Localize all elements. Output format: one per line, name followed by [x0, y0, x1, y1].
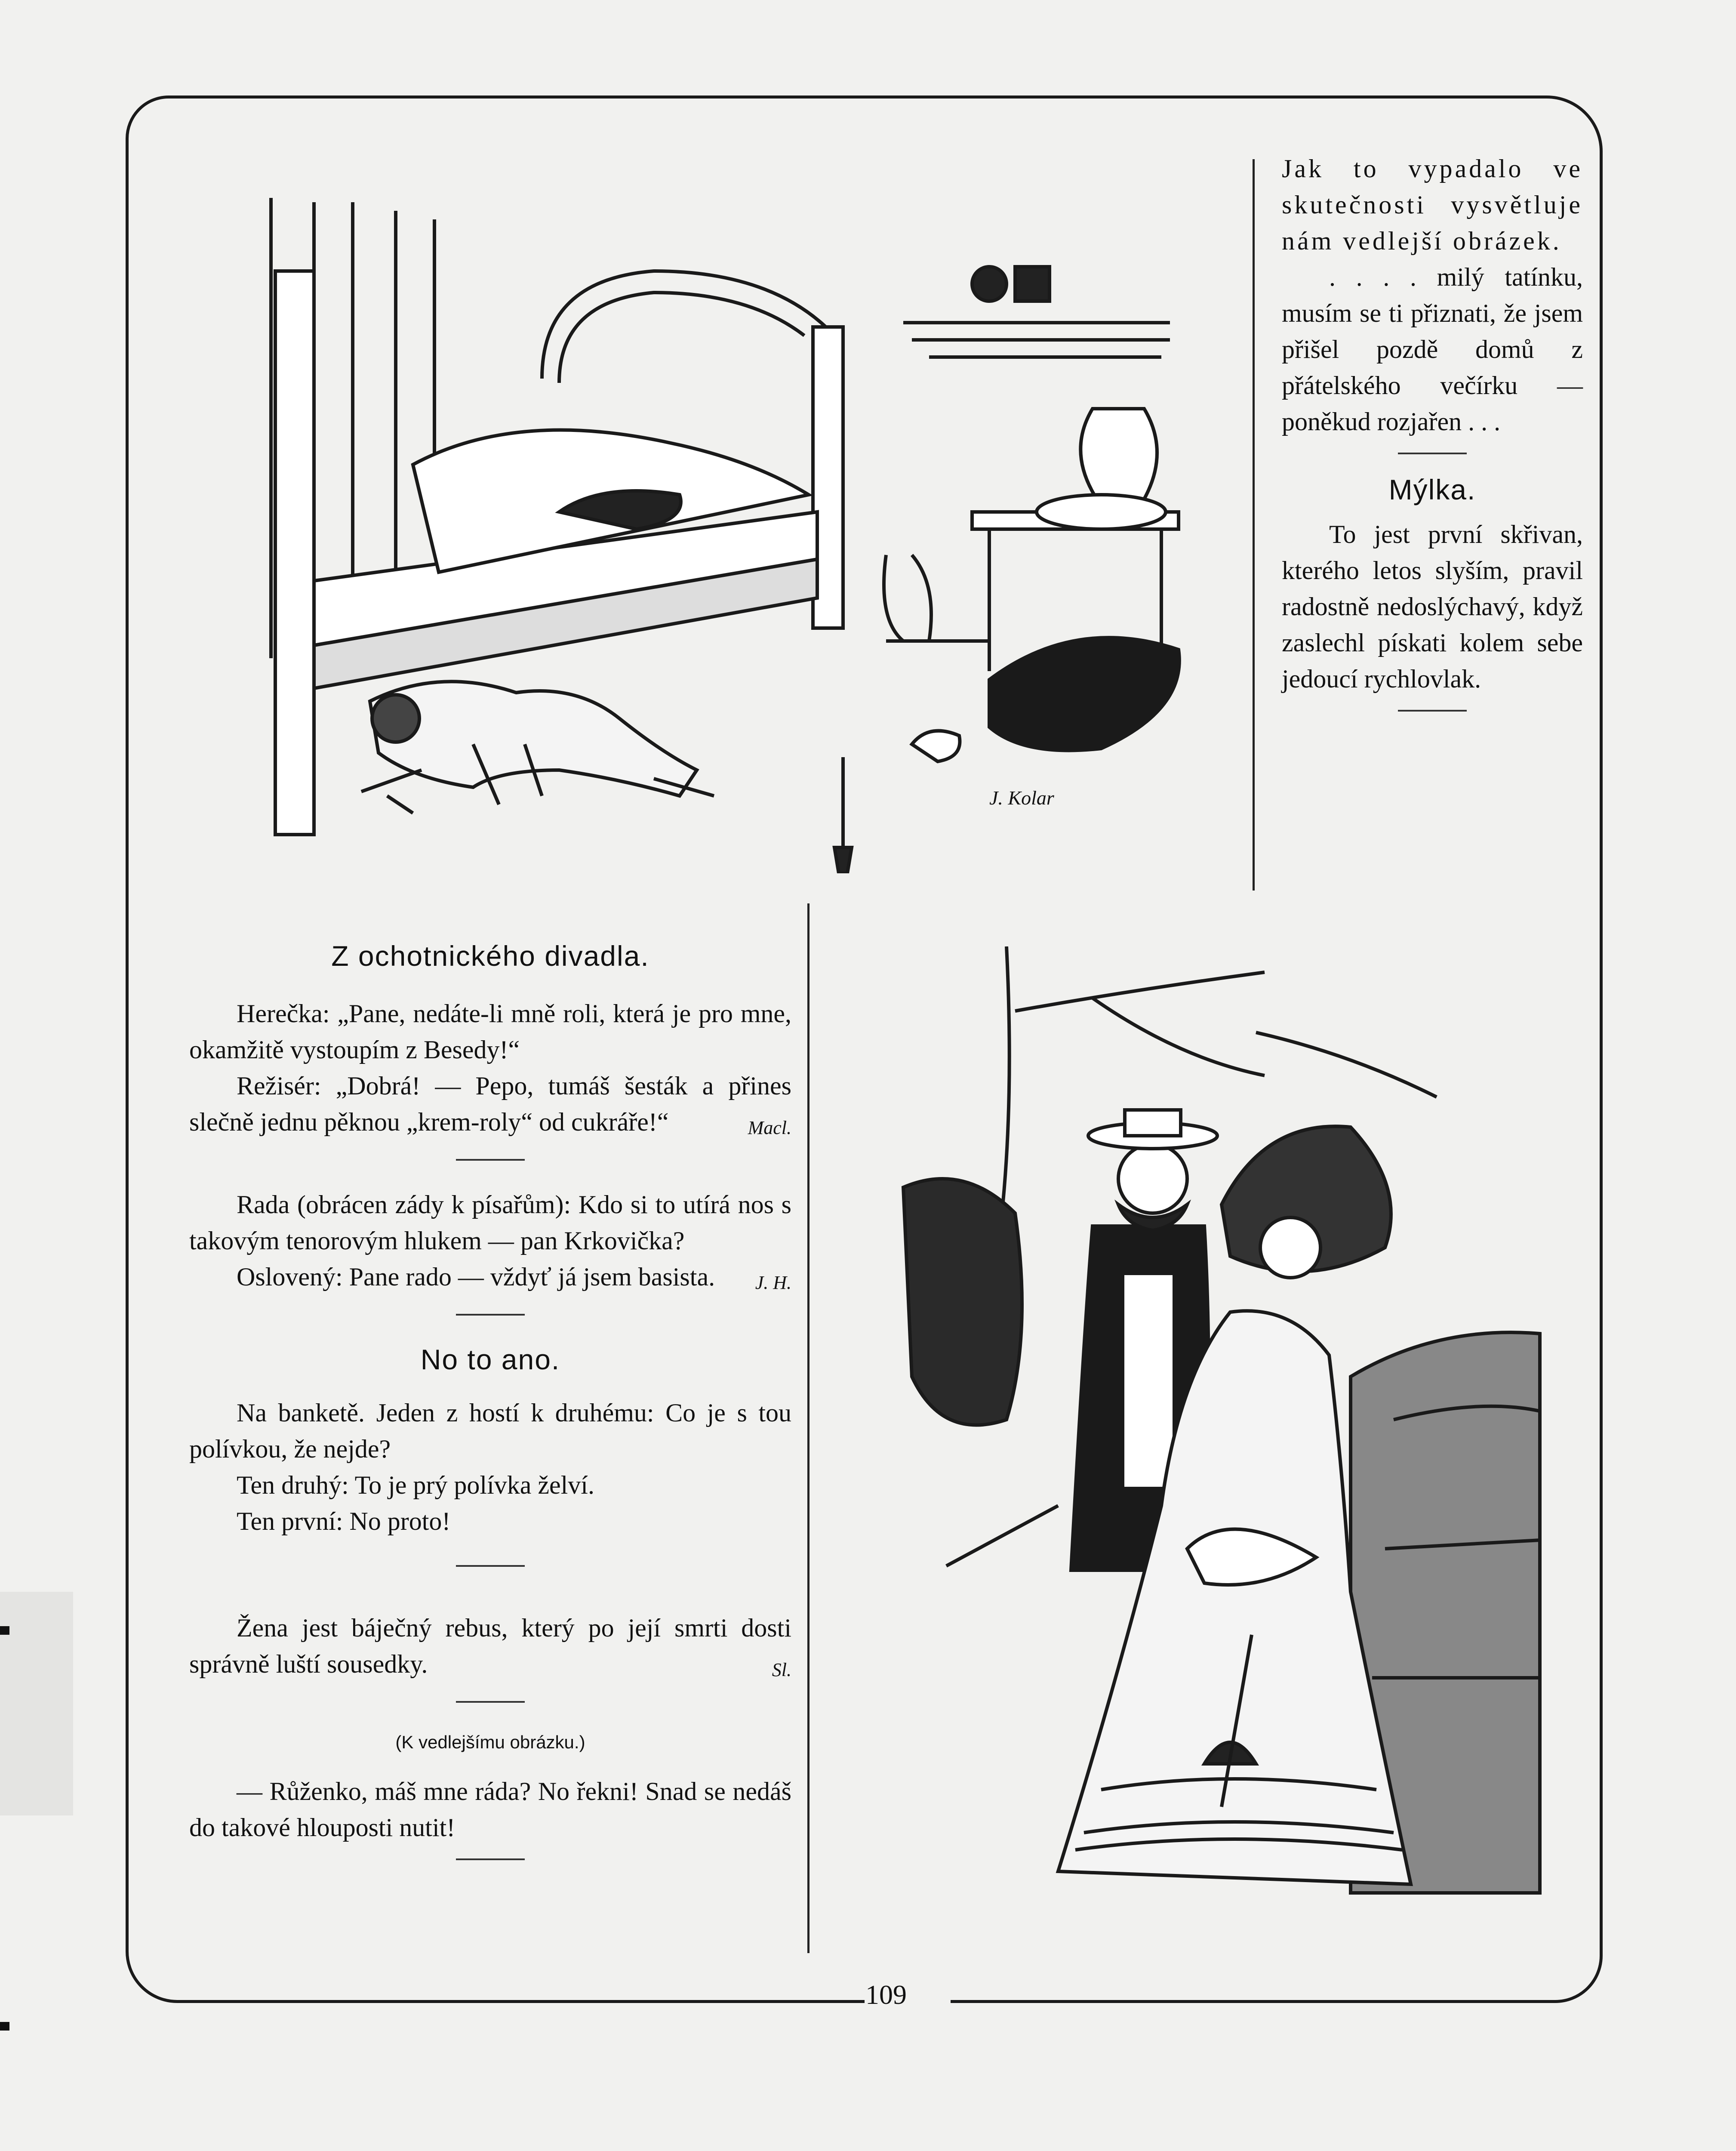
dialogue-line: — Růženko, máš mne ráda? No řekni! Snad se nedáš do takové hlouposti nutit! [189, 1777, 791, 1842]
top-right-column [1282, 151, 1583, 724]
scan-stain [0, 1592, 73, 1815]
quote-text: . . . . milý tatínku, musím se ti přiznati, že jsem přišel pozdě domů z přátelského večírku — poněkud rozjařen . . . [1282, 263, 1583, 436]
section-title: Mýlka. [1388, 474, 1476, 505]
author-signature: J. H. [755, 1272, 791, 1293]
bed-scene-drawing [172, 185, 1213, 873]
scan-mark [0, 1626, 9, 1635]
anecdote-text: To jest první skřivan, kterého letos slyším, pravil radostně nedoslýchavý, když zaslechl pískati kolem sebe jedoucí rychlovlak. [1282, 520, 1583, 693]
separator [456, 1858, 525, 1860]
column-divider [1253, 159, 1255, 891]
dialogue-line: Ten druhý: To je prý polívka želví. [237, 1471, 594, 1499]
author-signature: Macl. [748, 1117, 791, 1138]
caption-text: (K vedlejšímu obrázku.) [395, 1732, 585, 1752]
separator [1398, 453, 1467, 454]
dialogue-line: Rada (obrácen zády k písařům): Kdo si to utírá nos s takovým tenorovým hlukem — pan Krkovička? [189, 1190, 791, 1255]
artist-signature: J. Kolar [989, 787, 1054, 809]
scan-mark [0, 2022, 9, 2031]
intro-text: Jak to vypadalo ve skutečnosti vysvětluje nám vedlejší obrázek. [1282, 154, 1583, 255]
left-column [189, 938, 791, 1873]
page-number: 109 [865, 1979, 907, 2010]
section-title: Z ochotnického divadla. [331, 940, 649, 972]
separator [456, 1701, 525, 1703]
couple-drawing [877, 946, 1548, 1979]
illustration-bed-scene [172, 185, 1213, 873]
dialogue-line: Na banketě. Jeden z hostí k druhému: Co je s tou polívkou, že nejde? [189, 1399, 791, 1463]
author-signature: Sl. [772, 1659, 791, 1680]
dialogue-line: Ten první: No proto! [237, 1507, 451, 1535]
dialogue-line: Režisér: „Dobrá! — Pepo, tumáš šesták a přines slečně jednu pěknou „krem-roly“ od cukráře!“ [189, 1072, 791, 1136]
illustration-couple [877, 946, 1548, 1979]
separator [1398, 710, 1467, 712]
section-title: No to ano. [420, 1344, 560, 1375]
aphorism-text: Žena jest báječný rebus, který po její smrti dosti správně luští sousedky. [189, 1614, 791, 1678]
dialogue-line: Herečka: „Pane, nedáte-li mně roli, která je pro mne, okamžitě vystoupím z Besedy!“ [189, 999, 791, 1064]
separator [456, 1565, 525, 1567]
separator [456, 1159, 525, 1161]
column-divider [807, 903, 810, 1953]
separator [456, 1314, 525, 1316]
dialogue-line: Oslovený: Pane rado — vždyť já jsem basista. [237, 1263, 715, 1291]
